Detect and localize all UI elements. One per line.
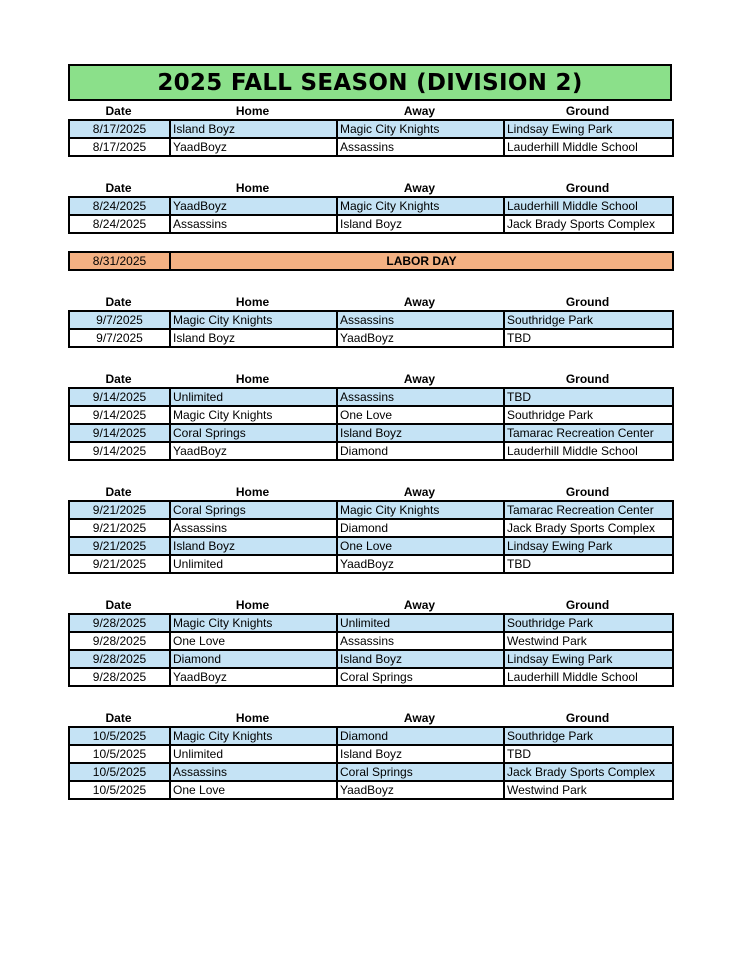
game-ground: Southridge Park: [504, 311, 673, 329]
game-away: Unlimited: [337, 614, 504, 632]
game-date: 9/7/2025: [69, 311, 170, 329]
game-row: [69, 763, 673, 781]
week-block: [68, 101, 672, 157]
game-ground: Lauderhill Middle School: [504, 442, 673, 460]
game-row: [69, 138, 673, 156]
column-header-home: Home: [235, 295, 270, 309]
column-header-row: [68, 708, 672, 726]
game-ground: Lindsay Ewing Park: [504, 120, 673, 138]
game-row: [69, 650, 673, 668]
game-home: Assassins: [170, 519, 337, 537]
game-home: One Love: [170, 632, 337, 650]
game-row: [69, 668, 673, 686]
game-ground: Jack Brady Sports Complex: [504, 763, 673, 781]
game-row: [69, 555, 673, 573]
column-header-ground: Ground: [565, 711, 610, 725]
column-header-row: [68, 369, 672, 387]
column-header-row: [68, 292, 672, 310]
game-home: Assassins: [170, 763, 337, 781]
season-title: 2025 FALL SEASON (DIVISION 2): [157, 69, 583, 96]
game-date: 9/28/2025: [69, 632, 170, 650]
column-header-home: Home: [235, 104, 270, 118]
game-row: [69, 745, 673, 763]
game-date: 8/24/2025: [69, 197, 170, 215]
game-row: [69, 614, 673, 632]
game-row: [69, 424, 673, 442]
game-home: Magic City Knights: [170, 614, 337, 632]
game-date: 8/17/2025: [69, 120, 170, 138]
game-date: 9/21/2025: [69, 519, 170, 537]
column-header-ground: Ground: [565, 104, 610, 118]
game-away: Coral Springs: [337, 763, 504, 781]
week-block: [68, 461, 672, 574]
game-away: One Love: [337, 537, 504, 555]
column-header-home: Home: [235, 711, 270, 725]
game-ground: TBD: [504, 329, 673, 347]
game-ground: Lauderhill Middle School: [504, 197, 673, 215]
game-home: Assassins: [170, 215, 337, 233]
column-header-home: Home: [235, 485, 270, 499]
holiday-row: [68, 251, 674, 271]
game-away: Coral Springs: [337, 668, 504, 686]
games-table: [68, 726, 674, 800]
game-row: [69, 215, 673, 233]
game-ground: TBD: [504, 555, 673, 573]
week-block: [68, 271, 672, 348]
game-date: 9/28/2025: [69, 668, 170, 686]
column-header-away: Away: [403, 711, 436, 725]
game-ground: TBD: [504, 388, 673, 406]
game-away: YaadBoyz: [337, 781, 504, 799]
game-away: YaadBoyz: [337, 329, 504, 347]
column-header-ground: Ground: [565, 181, 610, 195]
game-row: [69, 519, 673, 537]
game-date: 9/14/2025: [69, 442, 170, 460]
column-header-date: Date: [105, 485, 132, 499]
holiday-label: LABOR DAY: [170, 252, 673, 270]
game-date: 10/5/2025: [69, 727, 170, 745]
game-date: 9/21/2025: [69, 537, 170, 555]
game-ground: Jack Brady Sports Complex: [504, 215, 673, 233]
column-header-date: Date: [105, 598, 132, 612]
game-away: Island Boyz: [337, 745, 504, 763]
weeks-before-holiday: [68, 101, 672, 234]
game-date: 9/28/2025: [69, 650, 170, 668]
game-home: Coral Springs: [170, 424, 337, 442]
game-row: [69, 329, 673, 347]
game-ground: Tamarac Recreation Center: [504, 424, 673, 442]
game-ground: Westwind Park: [504, 632, 673, 650]
game-away: Diamond: [337, 442, 504, 460]
game-row: [69, 197, 673, 215]
column-header-ground: Ground: [565, 295, 610, 309]
games-table: [68, 310, 674, 348]
game-row: [69, 781, 673, 799]
game-row: [69, 311, 673, 329]
season-title-banner: [68, 64, 672, 101]
game-row: [69, 537, 673, 555]
games-table: [68, 119, 674, 157]
game-date: 9/28/2025: [69, 614, 170, 632]
column-header-ground: Ground: [565, 598, 610, 612]
game-date: 9/21/2025: [69, 501, 170, 519]
game-row: [69, 501, 673, 519]
game-home: YaadBoyz: [170, 138, 337, 156]
game-away: Magic City Knights: [337, 120, 504, 138]
game-home: Unlimited: [170, 388, 337, 406]
column-header-row: [68, 178, 672, 196]
column-header-row: [68, 482, 672, 500]
game-row: [69, 388, 673, 406]
column-header-ground: Ground: [565, 372, 610, 386]
game-away: Assassins: [337, 138, 504, 156]
game-away: One Love: [337, 406, 504, 424]
column-header-away: Away: [403, 598, 436, 612]
game-home: Diamond: [170, 650, 337, 668]
game-row: [69, 632, 673, 650]
game-away: Assassins: [337, 388, 504, 406]
game-row: [69, 727, 673, 745]
game-ground: Westwind Park: [504, 781, 673, 799]
column-header-home: Home: [235, 598, 270, 612]
week-block: [68, 348, 672, 461]
game-date: 10/5/2025: [69, 763, 170, 781]
game-ground: Lauderhill Middle School: [504, 668, 673, 686]
game-ground: Lauderhill Middle School: [504, 138, 673, 156]
game-date: 8/24/2025: [69, 215, 170, 233]
column-header-away: Away: [403, 104, 436, 118]
game-home: Island Boyz: [170, 329, 337, 347]
game-row: [69, 406, 673, 424]
week-block: [68, 574, 672, 687]
column-header-date: Date: [105, 295, 132, 309]
game-home: Magic City Knights: [170, 311, 337, 329]
game-home: Unlimited: [170, 745, 337, 763]
game-date: 8/17/2025: [69, 138, 170, 156]
games-table: [68, 613, 674, 687]
game-away: Magic City Knights: [337, 197, 504, 215]
column-header-date: Date: [105, 711, 132, 725]
game-home: Island Boyz: [170, 537, 337, 555]
game-home: Island Boyz: [170, 120, 337, 138]
game-ground: TBD: [504, 745, 673, 763]
game-ground: Lindsay Ewing Park: [504, 650, 673, 668]
game-away: Diamond: [337, 727, 504, 745]
game-ground: Lindsay Ewing Park: [504, 537, 673, 555]
games-table: [68, 387, 674, 461]
schedule-page: [68, 64, 672, 800]
game-home: One Love: [170, 781, 337, 799]
game-home: YaadBoyz: [170, 442, 337, 460]
game-home: Unlimited: [170, 555, 337, 573]
weeks-after-holiday: [68, 271, 672, 800]
game-ground: Southridge Park: [504, 614, 673, 632]
game-home: Magic City Knights: [170, 727, 337, 745]
game-date: 9/14/2025: [69, 424, 170, 442]
game-home: YaadBoyz: [170, 197, 337, 215]
column-header-date: Date: [105, 181, 132, 195]
game-row: [69, 120, 673, 138]
game-home: YaadBoyz: [170, 668, 337, 686]
game-away: Island Boyz: [337, 650, 504, 668]
game-date: 9/14/2025: [69, 388, 170, 406]
game-away: Assassins: [337, 632, 504, 650]
column-header-row: [68, 595, 672, 613]
column-header-date: Date: [105, 104, 132, 118]
game-away: Island Boyz: [337, 215, 504, 233]
week-block: [68, 687, 672, 800]
column-header-home: Home: [235, 372, 270, 386]
game-away: Assassins: [337, 311, 504, 329]
column-header-home: Home: [235, 181, 270, 195]
column-header-away: Away: [403, 295, 436, 309]
game-away: Diamond: [337, 519, 504, 537]
game-ground: Tamarac Recreation Center: [504, 501, 673, 519]
game-row: [69, 442, 673, 460]
game-away: Magic City Knights: [337, 501, 504, 519]
column-header-away: Away: [403, 181, 436, 195]
game-home: Magic City Knights: [170, 406, 337, 424]
column-header-away: Away: [403, 372, 436, 386]
holiday-date: 8/31/2025: [69, 252, 170, 270]
column-header-row: [68, 101, 672, 119]
column-header-date: Date: [105, 372, 132, 386]
column-header-away: Away: [403, 485, 436, 499]
game-date: 9/14/2025: [69, 406, 170, 424]
game-ground: Jack Brady Sports Complex: [504, 519, 673, 537]
game-home: Coral Springs: [170, 501, 337, 519]
game-away: YaadBoyz: [337, 555, 504, 573]
games-table: [68, 500, 674, 574]
game-date: 9/21/2025: [69, 555, 170, 573]
game-ground: Southridge Park: [504, 727, 673, 745]
column-header-ground: Ground: [565, 485, 610, 499]
game-date: 10/5/2025: [69, 745, 170, 763]
week-block: [68, 157, 672, 234]
game-date: 10/5/2025: [69, 781, 170, 799]
game-ground: Southridge Park: [504, 406, 673, 424]
games-table: [68, 196, 674, 234]
game-date: 9/7/2025: [69, 329, 170, 347]
game-away: Island Boyz: [337, 424, 504, 442]
